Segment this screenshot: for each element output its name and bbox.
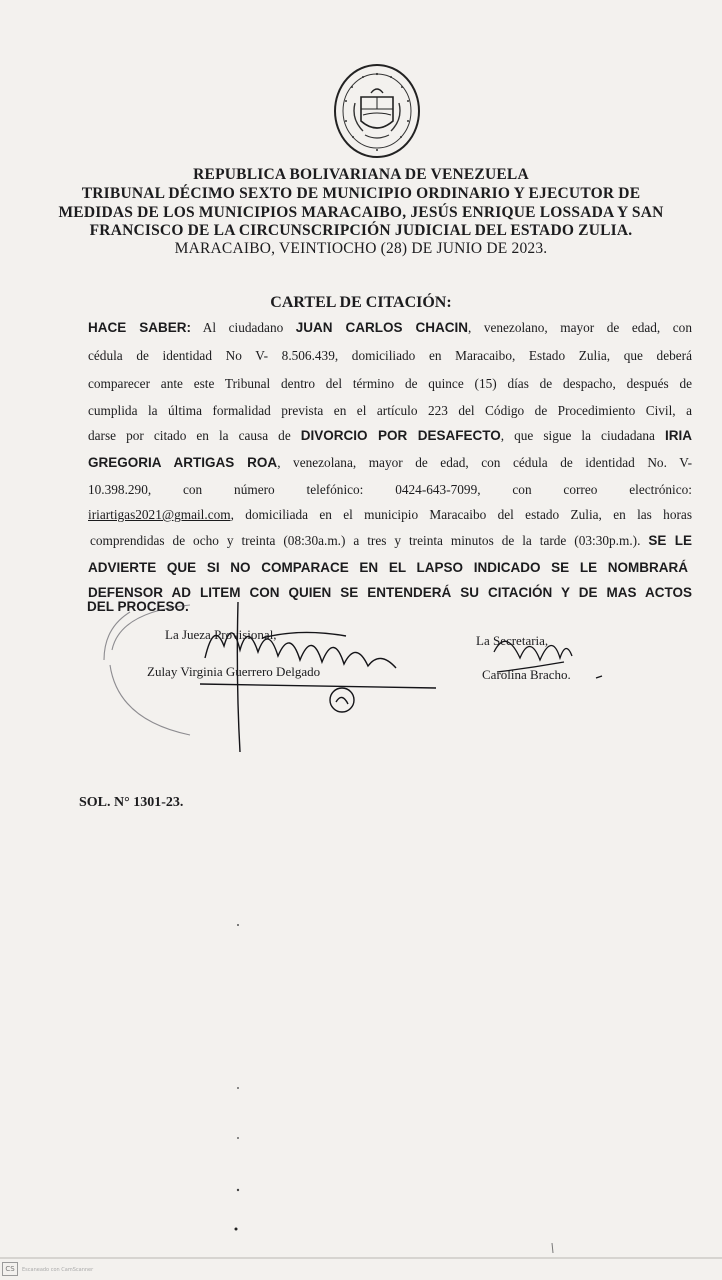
body-line-2: cédula de identidad No V- 8.506.439, domiciliado en Maracaibo, Estado Zulia, que deberá [88,348,692,363]
header-court-line-3: FRANCISCO DE LA CIRCUNSCRIPCIÓN JUDICIAL DEL ESTADO ZULIA. [89,222,633,239]
warning-line-3: DEL PROCESO. [87,599,189,614]
case-type: DIVORCIO POR DESAFECTO [300,428,501,443]
body-line-7: 10.398.290, con número telefónico: 0424-643-7099, con correo electrónico: [88,482,692,497]
judge-signature [200,602,436,752]
header-date: MARACAIBO, VEINTIOCHO (28) DE JUNIO DE 2023. [174,240,548,257]
body-line-5: darse por citado en la causa de DIVORCIO POR DESAFECTO, que sigue la ciudadana IRIA [88,428,692,443]
body-line-9: comprendidas de ocho y treinta (08:30a.m.) a tres y treinta minutos de la tarde (03:30p.m.). SE LE [90,533,693,548]
body-line-3: comparecer ante este Tribunal dentro del término de quince (15) días de despacho, después de [88,376,692,391]
camscanner-watermark: Escaneado con CamScanner [22,1267,94,1273]
body-line-1: HACE SABER: Al ciudadano JUAN CARLOS CHACIN, venezolano, mayor de edad, con [88,320,692,335]
header-court-line-2: MEDIDAS DE LOS MUNICIPIOS MARACAIBO, JESÚS ENRIQUE LOSSADA Y SAN [58,204,664,221]
reference-number: SOL. N° 1301-23. [79,795,184,810]
plaintiff-name: GREGORIA ARTIGAS ROA [88,455,278,470]
hace-saber-label: HACE SABER: [88,320,191,335]
body-line-8: iriartigas2021@gmail.com, domiciliada en el municipio Maracaibo del estado Zulia, en las horas [88,507,692,522]
secretary-signature [494,641,602,678]
judge-name: Zulay Virginia Guerrero Delgado [147,664,321,679]
email-address: iriartigas2021@gmail.com [88,507,231,522]
cited-person-name: JUAN CARLOS CHACIN [295,320,468,335]
header-republic: REPUBLICA BOLIVARIANA DE VENEZUELA [193,166,529,183]
body-line-4: cumplida la última formalidad prevista en el artículo 223 del Código de Procedimiento Civil, a [88,403,692,418]
body-line-6: GREGORIA ARTIGAS ROA, venezolana, mayor de edad, con cédula de identidad No. V- [88,455,692,470]
secretary-name: Carolina Bracho. [482,667,571,682]
judge-title: La Jueza Provisional, [165,627,277,642]
document-title: CARTEL DE CITACIÓN: [270,294,452,311]
court-wet-seal [104,605,190,735]
header-court-line-1: TRIBUNAL DÉCIMO SEXTO DE MUNICIPIO ORDINARIO Y EJECUTOR DE [81,185,641,202]
warning-line-1: ADVIERTE QUE SI NO COMPARACE EN EL LAPSO INDICADO SE LE NOMBRARÁ [88,560,688,575]
camscanner-logo: CS [2,1262,18,1276]
secretary-title: La Secretaria, [476,633,549,648]
warning-line-2: DEFENSOR AD LITEM CON QUIEN SE ENTENDERÁ SU CITACIÓN Y DE MAS ACTOS [88,585,692,600]
